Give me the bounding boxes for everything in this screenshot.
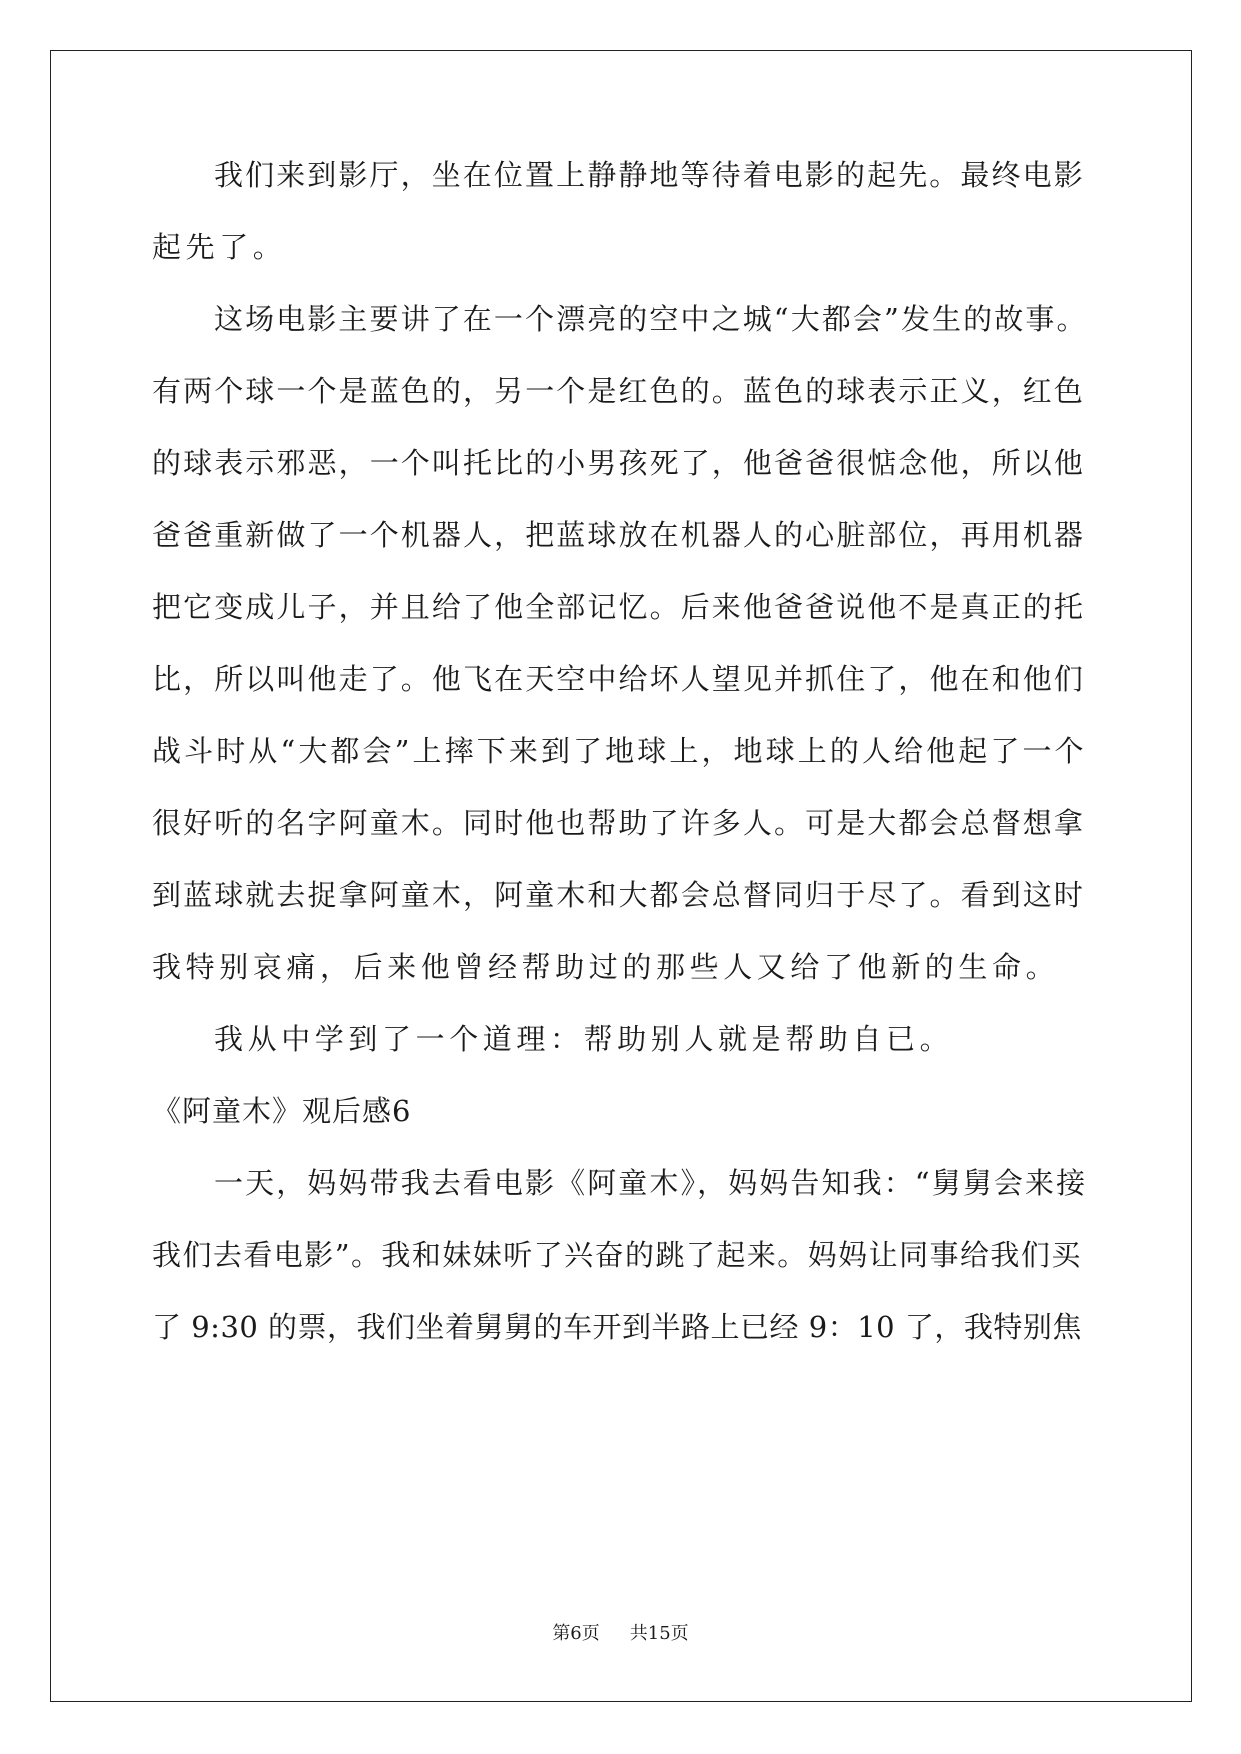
paragraph-line: 我们去看电影”。我和妹妹听了兴奋的跳了起来。妈妈让同事给我们买 xyxy=(152,1238,1082,1272)
paragraph-line: 把它变成儿子，并且给了他全部记忆。后来他爸爸说他不是真正的托 xyxy=(152,590,1086,624)
paragraph-line: 爸爸重新做了一个机器人，把蓝球放在机器人的心脏部位，再用机器 xyxy=(152,518,1086,552)
paragraph-line: 比，所以叫他走了。他飞在天空中给坏人望见并抓住了，他在和他们 xyxy=(152,662,1086,696)
page-number: 第6页 xyxy=(552,1623,600,1644)
paragraph-line: 我们来到影厅，坐在位置上静静地等待着电影的起先。最终电影 xyxy=(214,158,1085,192)
paragraph-line: 到蓝球就去捉拿阿童木，阿童木和大都会总督同归于尽了。看到这时 xyxy=(152,878,1086,912)
paragraph-line: 我从中学到了一个道理：帮助别人就是帮助自已。 xyxy=(214,1022,954,1056)
paragraph-line: 了 9:30 的票，我们坐着舅舅的车开到半路上已经 9：10 了，我特别焦 xyxy=(152,1310,1082,1344)
page-footer xyxy=(0,1622,1241,1646)
section-heading: 《阿童木》观后感6 xyxy=(152,1094,412,1128)
paragraph-line: 有两个球一个是蓝色的，另一个是红色的。蓝色的球表示正义，红色 xyxy=(152,374,1086,408)
paragraph-line: 一天，妈妈带我去看电影《阿童木》，妈妈告知我：“舅舅会来接 xyxy=(214,1166,1088,1200)
paragraph-line: 起先了。 xyxy=(152,230,287,264)
paragraph-line: 这场电影主要讲了在一个漂亮的空中之城“大都会”发生的故事。 xyxy=(214,302,1088,336)
paragraph-line: 很好听的名字阿童木。同时他也帮助了许多人。可是大都会总督想拿 xyxy=(152,806,1086,840)
paragraph-line: 的球表示邪恶，一个叫托比的小男孩死了，他爸爸很惦念他，所以他 xyxy=(152,446,1086,480)
paragraph-line: 战斗时从“大都会”上摔下来到了地球上，地球上的人给他起了一个 xyxy=(152,734,1087,768)
paragraph-line: 我特别哀痛，后来他曾经帮助过的那些人又给了他新的生命。 xyxy=(152,950,1060,984)
page-total: 共15页 xyxy=(629,1623,689,1644)
